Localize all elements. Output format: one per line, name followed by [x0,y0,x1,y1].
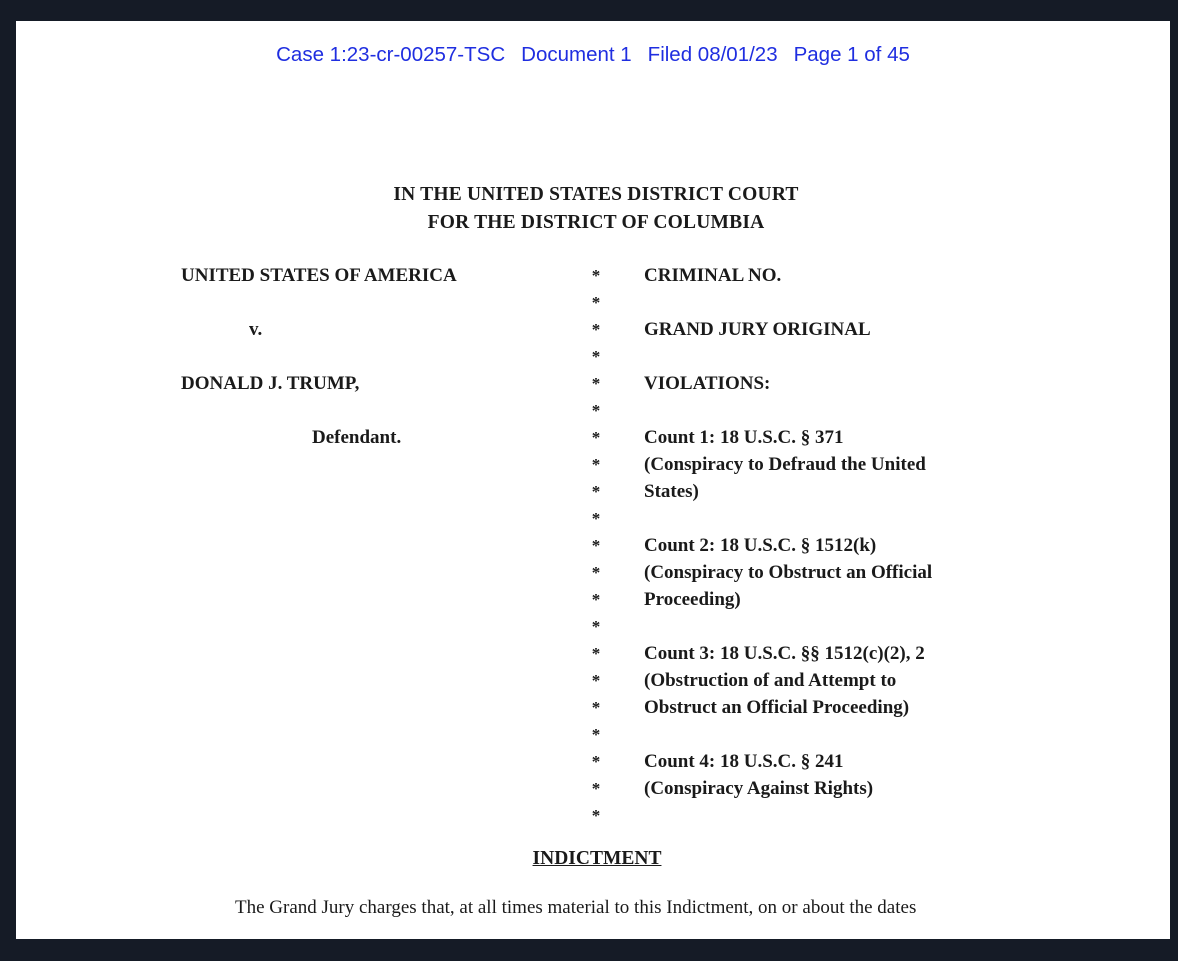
count-1-statute: Count 1: 18 U.S.C. § 371 [644,427,844,448]
separator-star: * [591,320,601,339]
separator-star: * [591,455,601,474]
separator-star: * [591,266,601,285]
document-page [16,21,1170,939]
separator-star: * [591,482,601,501]
document-number: Document 1 [521,43,632,66]
separator-star: * [591,590,601,609]
separator-star: * [591,752,601,771]
separator-star: * [591,401,601,420]
count-4-statute: Count 4: 18 U.S.C. § 241 [644,751,844,772]
defendant-label: Defendant. [312,427,402,448]
plaintiff-name: UNITED STATES OF AMERICA [181,265,457,286]
count-2-statute: Count 2: 18 U.S.C. § 1512(k) [644,535,877,556]
indictment-title: INDICTMENT [532,848,662,869]
separator-star: * [591,806,601,825]
criminal-number-label: CRIMINAL NO. [644,265,782,286]
violations-label: VIOLATIONS: [644,373,771,394]
separator-star: * [591,374,601,393]
count-3-description: (Obstruction of and Attempt to [644,670,897,691]
separator-star: * [591,428,601,447]
separator-star: * [591,617,601,636]
separator-star: * [591,698,601,717]
count-3-description-cont: Obstruct an Official Proceeding) [644,697,910,718]
separator-star: * [591,536,601,555]
count-2-description: (Conspiracy to Obstruct an Official [644,562,933,583]
separator-star: * [591,563,601,582]
indictment-first-line: The Grand Jury charges that, at all times material to this Indictment, on or about the dates [235,897,917,918]
court-heading [16,181,1170,237]
court-heading-line-2: FOR THE DISTRICT OF COLUMBIA [427,212,765,233]
separator-star: * [591,644,601,663]
grand-jury-label: GRAND JURY ORIGINAL [644,319,871,340]
separator-star: * [591,779,601,798]
count-1-description: (Conspiracy to Defraud the United [644,454,926,475]
defendant-name: DONALD J. TRUMP, [181,373,360,394]
count-3-statute: Count 3: 18 U.S.C. §§ 1512(c)(2), 2 [644,643,925,664]
separator-star: * [591,725,601,744]
count-2-description-cont: Proceeding) [644,589,741,610]
filed-date: Filed 08/01/23 [647,43,778,66]
count-4-description: (Conspiracy Against Rights) [644,778,874,799]
separator-star: * [591,671,601,690]
count-1-description-cont: States) [644,481,699,502]
versus-label: v. [249,319,263,340]
page-indicator: Page 1 of 45 [793,43,910,66]
separator-star: * [591,293,601,312]
case-number: Case 1:23-cr-00257-TSC [276,43,506,66]
ecf-header-stamp [16,43,1170,67]
separator-star: * [591,509,601,528]
court-heading-line-1: IN THE UNITED STATES DISTRICT COURT [393,184,799,205]
separator-star: * [591,347,601,366]
